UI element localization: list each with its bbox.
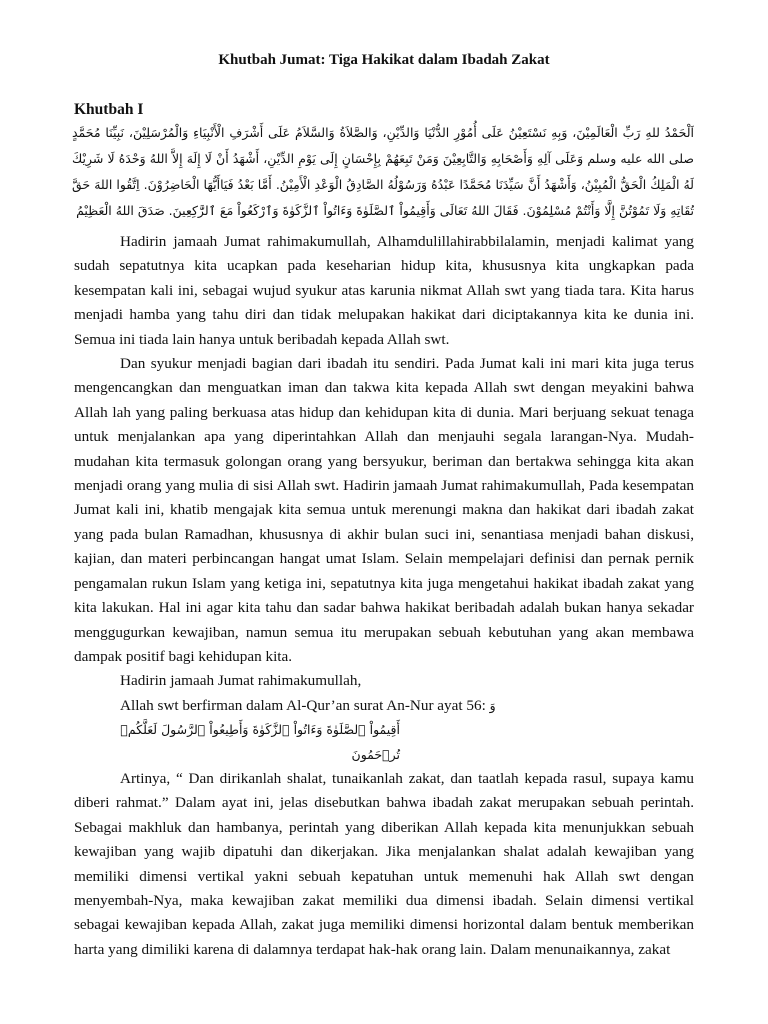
paragraph-2: Dan syukur menjadi bagian dari ibadah itu sendiri. Pada Jumat kali ini mari kita juga terus mengencangkan dan menguatkan iman dan takwa kita kepada Allah swt dengan meyakini bahwa Allah lah yang paling berkuasa atas hidup dan kehidupan kita di dunia. Mari berjuang sekuat tenaga untuk menjalankan apa yang diperintahkan Allah dan menjauhi segala larangan-Nya. Mudah-mudahan kita termasuk golongan orang yang bersyukur, beriman dan bertakwa sehingga kita akan menjadi orang yang mulia di sisi Allah swt. Hadirin jamaah Jumat rahimakumullah, Pada kesempatan Jumat kali ini, khatib mengajak kita semua untuk merenungi makna dan hakikat dari ibadah zakat yang pada bulan Ramadhan, khususnya di akhir bulan suci ini, senantiasa menjadi bahan diskusi, kajian, dan materi perbincangan hangat umat Islam. Selain mempelajari definisi dan pernak pernik pengamalan rukun Islam yang ketiga ini, sepatutnya kita juga mengetahui hakikat ibadah zakat yang kita lakukan. Hal ini agar kita tahu dan sadar bahwa hakikat beribadah adalah bukan hanya sekadar menggugurkan kewajiban, namun semua itu merupakan sebuah kebutuhan yang akan membawa dampak positif bagi kehidupan kita. xyxy=(74,355,694,665)
verse-arabic: أَقِيمُواْ ٱلصَّلَوٰةَ وَءَاتُواْ ٱلزَّكَوٰةَ وَأَطِيعُواْ ٱلرَّسُولَ لَعَلَّكُمۡ تُرۡحَمُونَ xyxy=(120,722,400,762)
greeting-line: Hadirin jamaah Jumat rahimakumullah, xyxy=(120,672,362,690)
opening-arabic-text: اَلْحَمْدُ للهِ رَبِّ الْعَالَمِيْنَ، وَبِهِ نَسْتَعِيْنُ عَلَى أُمُوْرِ الدُّنْيَا وَالدِّيْنِ، وَالصَّلاَةُ وَالسَّلاَمُ عَلَى أَشْرَفِ الْأَنْبِيَاءِ وَالْمُرْسَلِيْنَ، نَبِيِّنَا مُحَمَّدٍ صلى الله عليه وسلم وَعَلَى آلِهِ وَأَصْحَابِهِ وَالتَّابِعِيْنَ وَمَنْ تَبِعَهُمْ بِإِحْسَانٍ إِلَى يَوْمِ الدِّيْنِ، أَشْهَدُ أَنْ لَا إِلَهَ إِلاَّ اللهُ وَحْدَهُ لَا شَرِيْكَ لَهُ الْمَلِكُ الْحَقُّ الْمُبِيْنُ، وَأَشْهَدُ أَنَّ سَيِّدَنَا مُحَمَّدًا عَبْدُهُ وَرَسُوْلُهُ الصَّادِقُ الْوَعْدِ الْأَمِيْنُ. أَمَّا بَعْدُ فَيَاأَيُّهَا الْحَاضِرُوْنَ. اِتَّقُوا اللهَ حَقَّ تُقَاتِهِ وَلَا تَمُوْتُنَّ إِلَّا وَأَنْتُمْ مُسْلِمُوْنَ. فَقَالَ اللهُ تَعَالَى وَأَقِيمُواْ ٱلصَّلَوٰةَ وَءَاتُواْ ٱلزَّكَوٰةَ وَٱرْكَعُواْ مَعَ ٱلرَّٰكِعِينَ. صَدَقَ اللهُ الْعَظِيْمُ xyxy=(72,125,694,218)
section-heading: Khutbah I xyxy=(74,101,144,118)
document-title: Khutbah Jumat: Tiga Hakikat dalam Ibadah Zakat xyxy=(218,52,550,68)
sermon-body xyxy=(74,230,694,962)
verse-intro-arabic: وَ xyxy=(489,697,496,713)
verse-intro-line xyxy=(74,694,694,718)
paragraph-1: Hadirin jamaah Jumat rahimakumullah, Alhamdulillahirabbilalamin, menjadi kalimat yang sudah sepatutnya kita ucapkan pada keseharian hidup kita, khususnya kita ungkapkan pada kesempatan kali ini, sebagai wujud syukur atas karunia nikmat Allah swt yang tiada tara. Kita harus menjadi hamba yang tahu diri dan tidak melupakan hakikat dari diciptakannya kita ke dunia ini. Semua ini tiada lain hanya untuk beribadah kepada Allah swt. xyxy=(74,233,694,348)
paragraph-3: Artinya, “ Dan dirikanlah shalat, tunaikanlah zakat, dan taatlah kepada rasul, supaya kamu diberi rahmat.” Dalam ayat ini, jelas disebutkan bahwa ibadah zakat merupakan sebuah perintah. Sebagai makhluk dan hambanya, perintah yang diberikan Allah kepada kita menunjukkan sebuah kewajiban yang wajib dipatuhi dan dikerjakan. Jika menjalankan shalat adalah kewajiban yang memiliki dimensi vertikal yakni sebuah kepatuhan untuk memenuhi hak Allah swt dengan menyembah-Nya, maka kewajiban zakat memiliki dua dimensi ibadah. Selain dimensi vertikal sebagai kewajiban kepada Allah, zakat juga memiliki dimensi horizontal dalam bentuk memberikan harta yang dimiliki karena di dalamnya terdapat hak-hak orang lain. Dalam menunaikannya, zakat xyxy=(74,769,694,958)
verse-intro: Allah swt berfirman dalam Al-Qur’an surat An-Nur ayat 56: xyxy=(120,696,486,714)
